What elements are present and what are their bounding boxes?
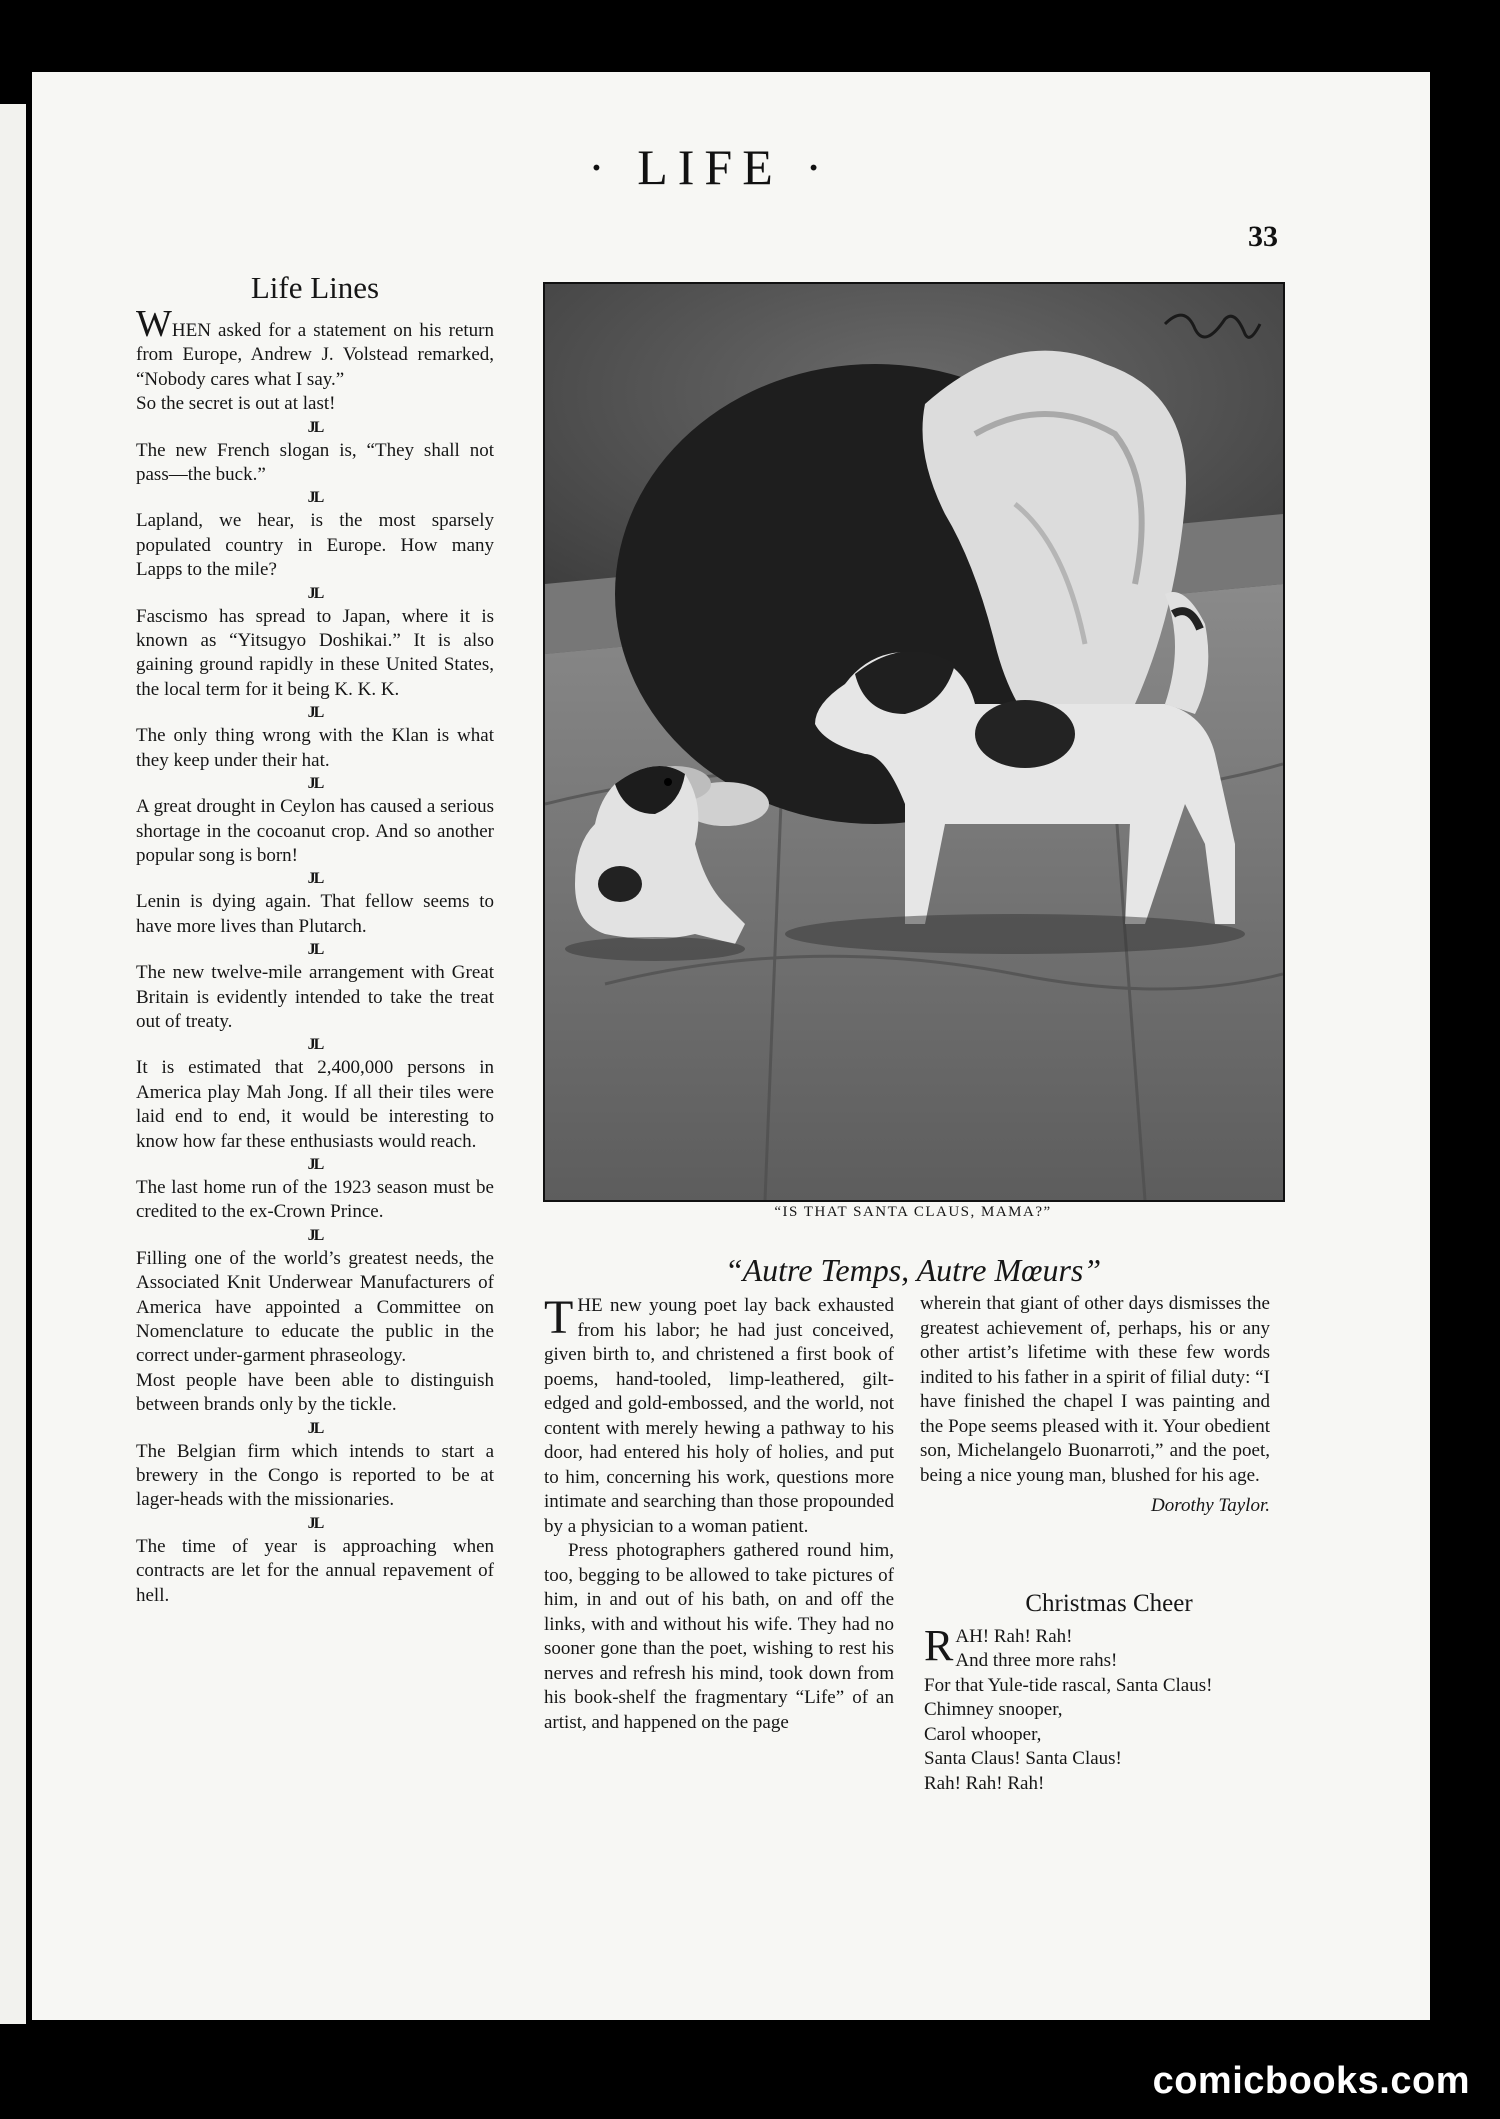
separator-ornament: JL: [307, 1226, 323, 1244]
life-line-item-sub: So the secret is out at last!: [136, 393, 336, 415]
separator-ornament: JL: [307, 1419, 323, 1437]
article-paragraph-1: [544, 1291, 894, 1539]
poem-title: Christmas Cheer: [1025, 1590, 1193, 1617]
life-line-item: The new twelve-mile arrangement with Great Britain is evidently intended to take the treat out of treaty.: [136, 962, 494, 1032]
separator-ornament: JL: [307, 941, 323, 959]
article-dropcap: T: [544, 1291, 574, 1344]
article-paragraph-1-text: HE new young poet lay back exhausted from his labor; he had just conceived, given birth to, and christened a first book of poems, hand-tooled, limp-leathered, gilt-edged and gold-embossed, and the world, not content with merely hewing a pathway to his door, had entered his holy of holies, and put to him, concerning his work, questions more intimate and searching than those propounded by a physician to a woman patient.: [544, 1295, 894, 1537]
separator-ornament: JL: [307, 1514, 323, 1532]
separator-ornament: JL: [307, 870, 323, 888]
life-line-item: The only thing wrong with the Klan is what they keep under their hat.: [136, 725, 494, 771]
poem-line: Chimney snooper,: [924, 1699, 1063, 1720]
separator-ornament: JL: [307, 489, 323, 507]
life-line-item: WHEN asked for a statement on his return from Europe, Andrew J. Volstead remarked, “Nobody cares what I say.”: [136, 303, 494, 390]
separator-ornament: JL: [307, 775, 323, 793]
life-line-item: Fascismo has spread to Japan, where it is known as “Yitsugyo Doshikai.” It is also gaining ground rapidly in these United States, the local term for it being K. K. K.: [136, 605, 494, 700]
site-watermark: comicbooks.com: [1152, 2060, 1470, 2102]
article-author: Dorothy Taylor.: [1151, 1495, 1270, 1516]
article-paragraph-3: wherein that giant of other days dismisses the greatest achievement of, perhaps, his or any other artist’s lifetime with these few words indited to his father in a spirit of filial duty: “I have finished the chapel I was painting and the Pope seems pleased with it. Your obedient son, Michelangelo Buonarroti,” and the poet, being a nice young man, blushed for his age.: [920, 1293, 1270, 1486]
article-title: “Autre Temps, Autre Mœurs”: [724, 1252, 1102, 1288]
article-paragraph-2: Press photographers gathered round him, too, begging to be allowed to take pictures of him, in and out of his bath, on and off the links, with and without his wife. They had no sooner gone than the poet, wishing to rest his nerves and refresh his mind, took down from his book-shelf the fragmentary “Life” of an artist, and happened on the page: [544, 1540, 894, 1733]
poem-line: Carol whooper,: [924, 1723, 1042, 1745]
previous-page-edge: [0, 104, 26, 2024]
illustration-caption: “IS THAT SANTA CLAUS, MAMA?”: [774, 1204, 1052, 1220]
article-column-left: [544, 1291, 894, 1735]
separator-ornament: JL: [307, 418, 323, 436]
life-line-item: The last home run of the 1923 season must be credited to the ex-Crown Prince.: [136, 1176, 494, 1223]
poem-line: Rah! Rah! Rah!: [924, 1772, 1045, 1794]
poem-line: Santa Claus! Santa Claus!: [924, 1748, 1122, 1769]
poem-line: For that Yule-tide rascal, Santa Claus!: [924, 1674, 1213, 1696]
christmas-cheer-poem: [924, 1592, 1294, 1796]
masthead: · LIFE ·: [588, 139, 832, 195]
life-line-item: Filling one of the world’s greatest needs, the Associated Knit Underwear Manufacturers of America have appointed a Committee on Nomenclature to educate the public in the correct under-garment phraseology.: [136, 1247, 494, 1367]
life-line-item: Lenin is dying again. That fellow seems to have more lives than Plutarch.: [136, 891, 494, 937]
page-number: 33: [1248, 220, 1278, 253]
life-line-item-sub: Most people have been able to distinguish between brands only by the tickle.: [136, 1369, 494, 1416]
poem-first-stanza: [924, 1620, 1294, 1674]
life-line-item: Lapland, we hear, is the most sparsely populated country in Europe. How many Lapps to the mile?: [136, 510, 494, 581]
life-lines-title: Life Lines: [250, 270, 380, 305]
life-line-item: A great drought in Ceylon has caused a serious shortage in the cocoanut crop. And so another popular song is born!: [136, 796, 494, 866]
life-line-item: The new French slogan is, “They shall not pass—the buck.”: [136, 439, 494, 486]
dogs-illustration: [543, 282, 1285, 1202]
article-column-right: [920, 1292, 1270, 1519]
separator-ornament: JL: [307, 1155, 323, 1173]
life-line-item: The Belgian firm which intends to start a brewery in the Congo is reported to be at lager-heads with the missionaries.: [136, 1440, 494, 1511]
separator-ornament: JL: [307, 704, 323, 722]
separator-ornament: JL: [307, 1036, 323, 1054]
life-line-item: The time of year is approaching when contracts are let for the annual repavement of hell.: [136, 1535, 494, 1606]
separator-ornament: JL: [307, 584, 323, 602]
poem-line: And three more rahs!: [955, 1650, 1118, 1671]
poem-dropcap: R: [924, 1620, 954, 1670]
life-line-item: It is estimated that 2,400,000 persons in America play Mah Jong. If all their tiles were laid end to end, it would be interesting to know how far these enthusiasts would reach.: [136, 1057, 494, 1152]
dogs-illustration-drawing: [545, 284, 1283, 1200]
poem-line: AH! Rah! Rah!: [955, 1625, 1073, 1647]
life-lines-column: [136, 270, 494, 1608]
